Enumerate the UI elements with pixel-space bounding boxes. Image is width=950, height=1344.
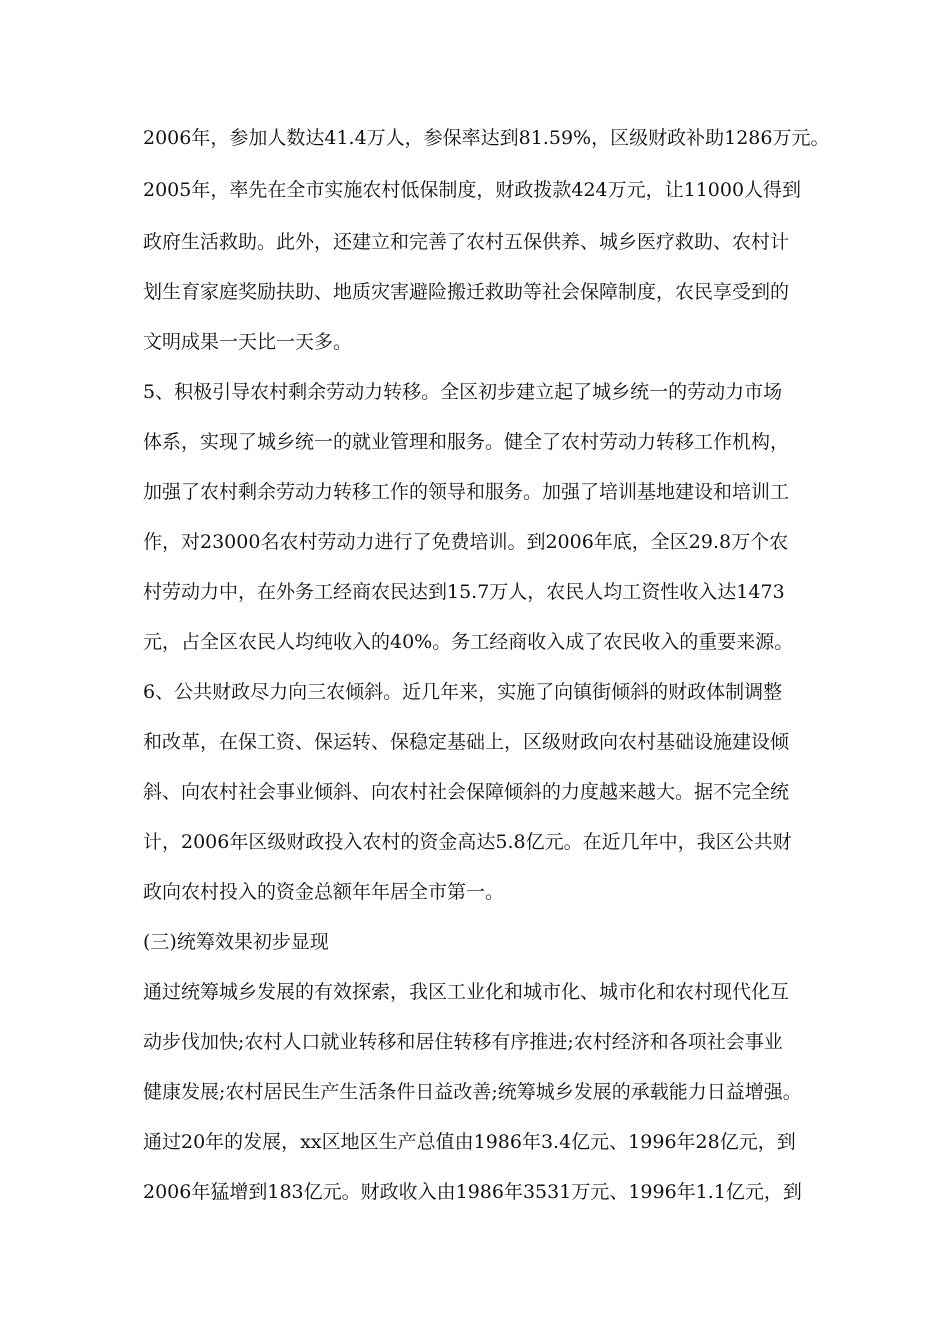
text-line: 加强了农村剩余劳动力转移工作的领导和服务。加强了培训基地建设和培训工 bbox=[143, 481, 790, 503]
text-line: 斜、向农村社会事业倾斜、向农村社会保障倾斜的力度越来越大。据不完全统 bbox=[143, 781, 790, 803]
text-line: 2006年猛增到183亿元。财政收入由1986年3531万元、1996年1.1亿元，到 bbox=[143, 1181, 802, 1203]
text-line: 6、公共财政尽力向三农倾斜。近几年来，实施了向镇街倾斜的财政体制调整 bbox=[143, 681, 783, 703]
text-line: 元，占全区农民人均纯收入的40%。务工经商收入成了农民收入的重要来源。 bbox=[143, 631, 794, 653]
text-line: 通过20年的发展，xx区地区生产总值由1986年3.4亿元、1996年28亿元，到 bbox=[143, 1131, 796, 1153]
text-line: 作，对23000名农村劳动力进行了免费培训。到2006年底，全区29.8万个农 bbox=[143, 531, 789, 553]
text-line: 动步伐加快;农村人口就业转移和居住转移有序推进;农村经济和各项社会事业 bbox=[143, 1031, 783, 1053]
text-line: 5、积极引导农村剩余劳动力转移。全区初步建立起了城乡统一的劳动力市场 bbox=[143, 381, 783, 403]
text-line: 2005年，率先在全市实施农村低保制度，财政拨款424万元，让11000人得到 bbox=[143, 179, 802, 201]
text-line: 划生育家庭奖励扶助、地质灾害避险搬迁救助等社会保障制度，农民享受到的 bbox=[143, 281, 790, 303]
section-heading: (三)统筹效果初步显现 bbox=[143, 931, 329, 953]
text-line: 政府生活救助。此外，还建立和完善了农村五保供养、城乡医疗救助、农村计 bbox=[143, 231, 790, 253]
text-line: 计，2006年区级财政投入农村的资金高达5.8亿元。在近几年中，我区公共财 bbox=[143, 831, 792, 853]
text-line: 体系，实现了城乡统一的就业管理和服务。健全了农村劳动力转移工作机构， bbox=[143, 431, 790, 453]
text-line: 和改革，在保工资、保运转、保稳定基础上，区级财政向农村基础设施建设倾 bbox=[143, 731, 790, 753]
text-line: 2006年，参加人数达41.4万人，参保率达到81.59%，区级财政补助1286万元。 bbox=[143, 127, 830, 149]
text-line: 政向农村投入的资金总额年年居全市第一。 bbox=[143, 881, 505, 903]
text-line: 通过统筹城乡发展的有效探索，我区工业化和城市化、城市化和农村现代化互 bbox=[143, 981, 790, 1003]
text-line: 健康发展;农村居民生产生活条件日益改善;统筹城乡发展的承载能力日益增强。 bbox=[143, 1081, 802, 1103]
text-line: 文明成果一天比一天多。 bbox=[143, 331, 353, 353]
text-line: 村劳动力中，在外务工经商农民达到15.7万人，农民人均工资性收入达1473 bbox=[143, 581, 785, 603]
